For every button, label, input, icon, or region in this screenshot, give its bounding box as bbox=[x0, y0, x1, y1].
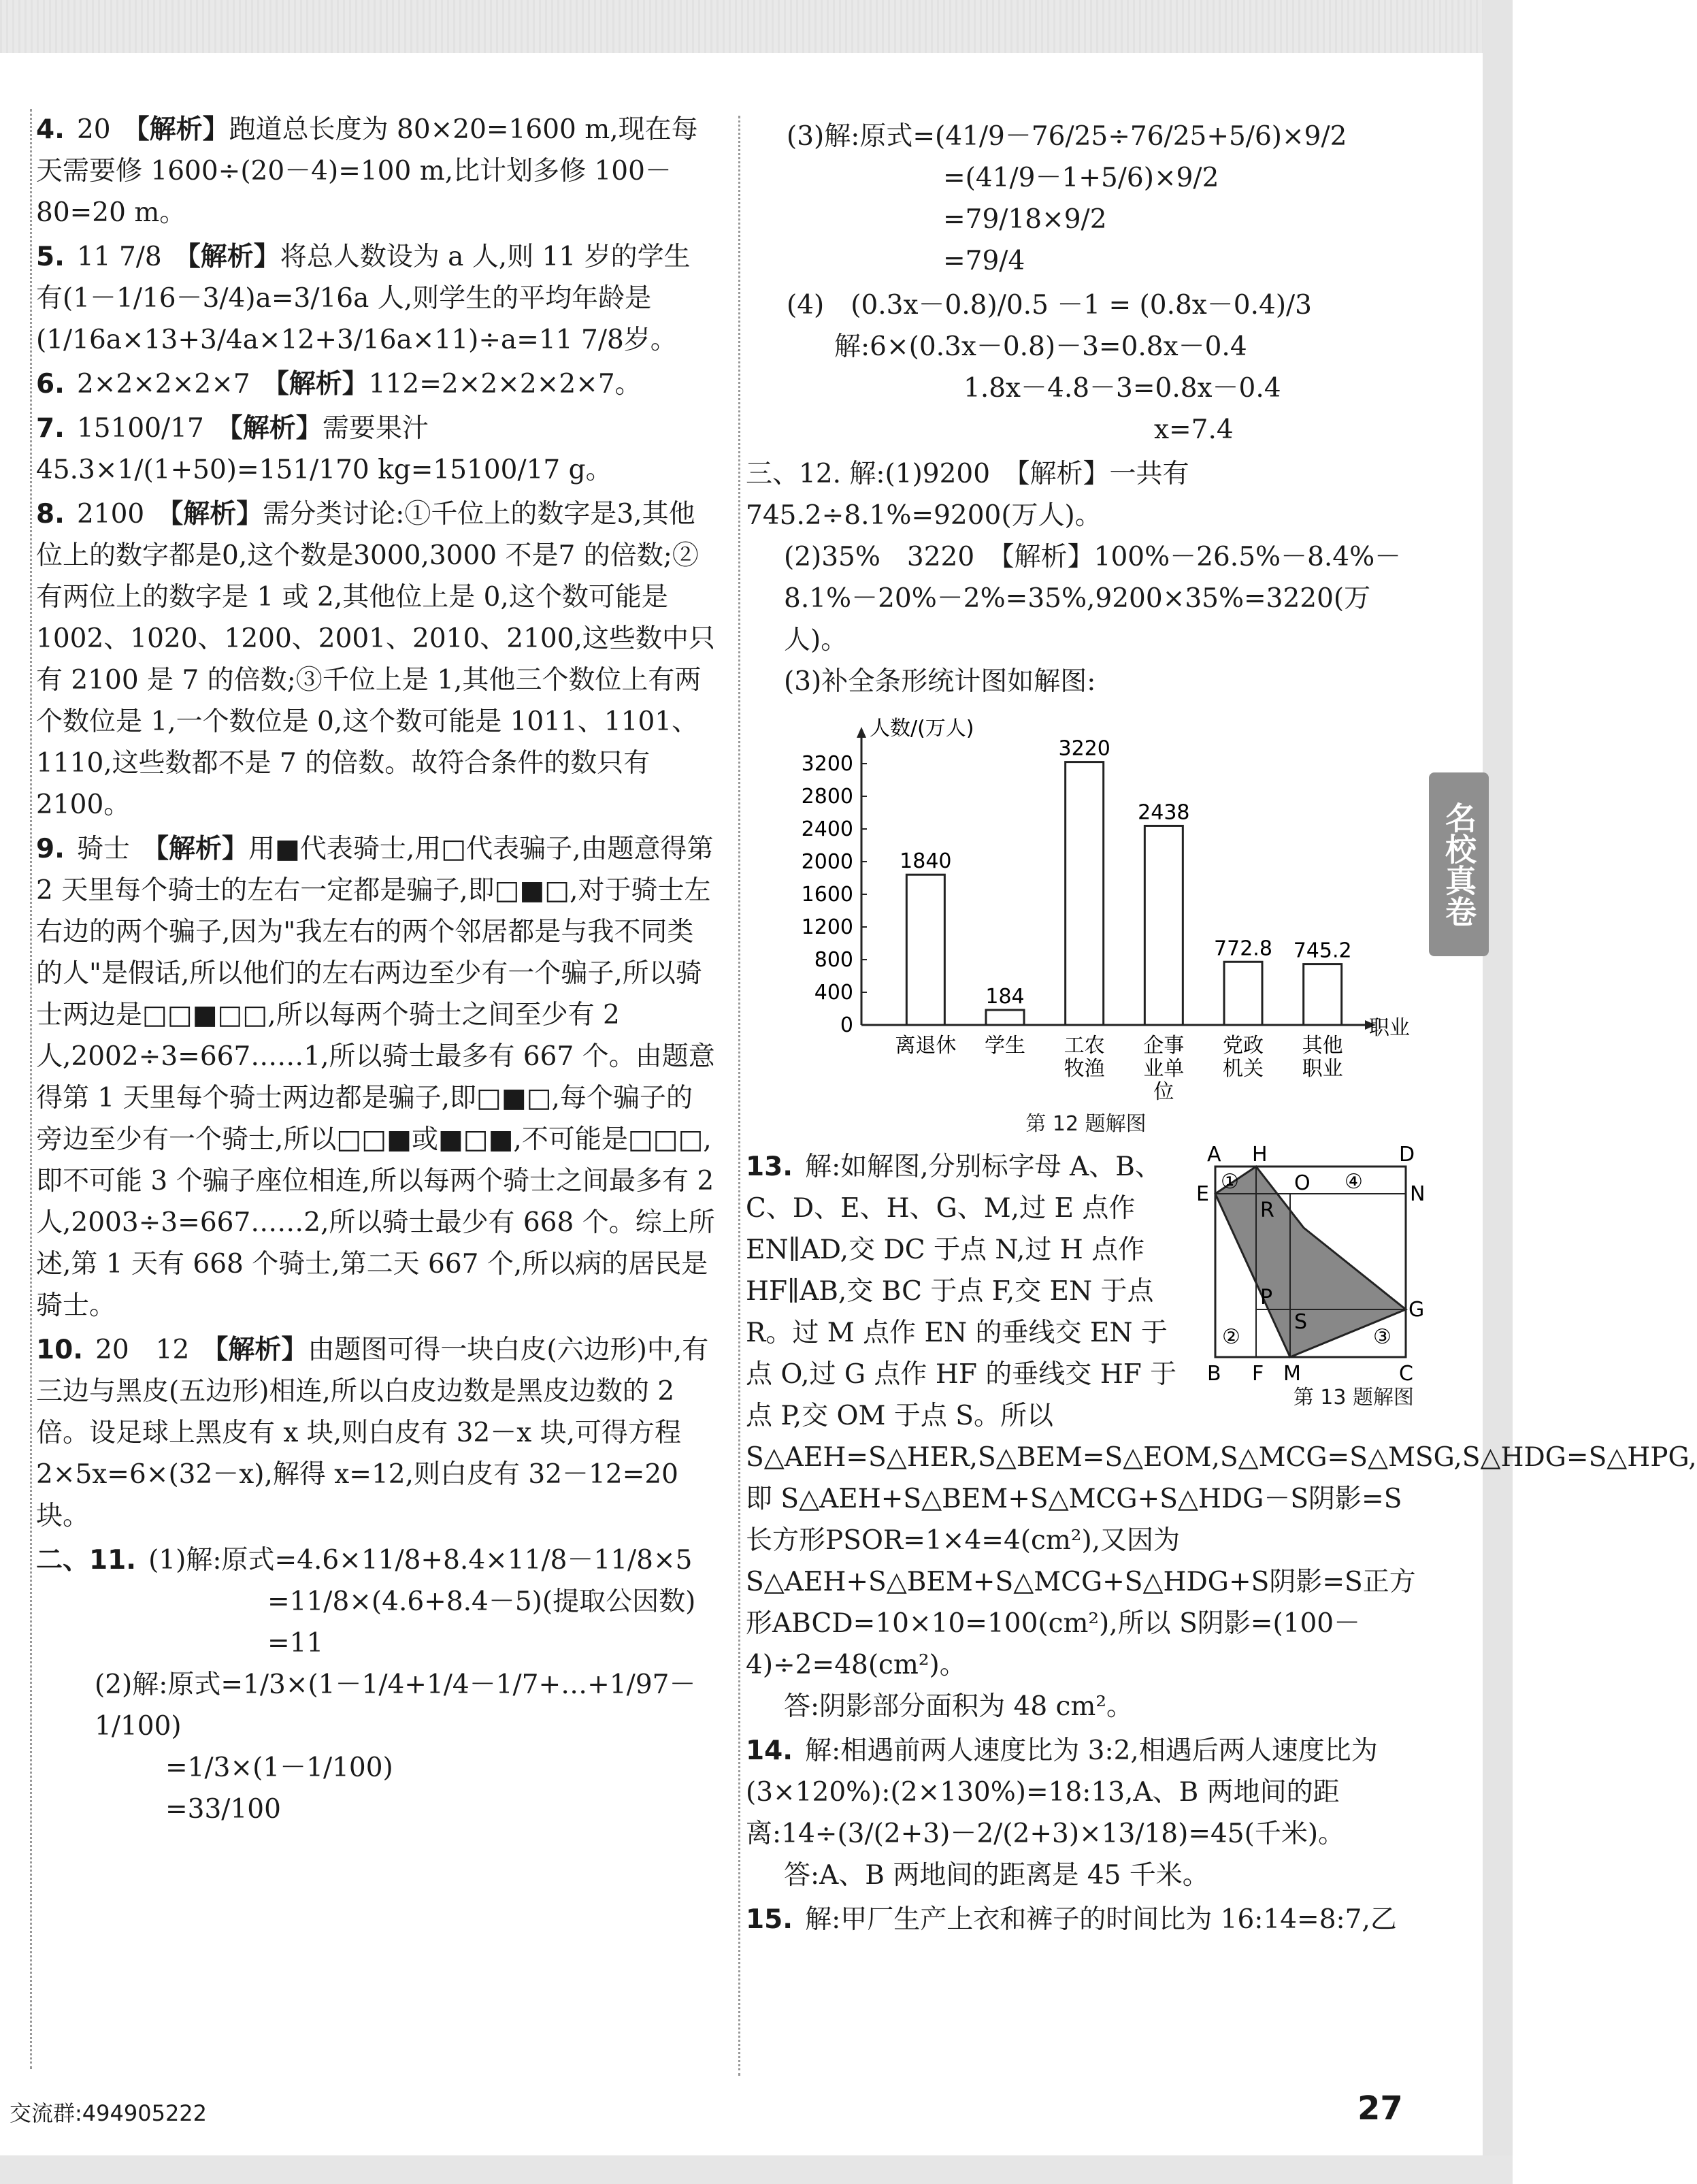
footer-group-text: 交流群:494905222 bbox=[10, 2100, 208, 2126]
question-11 bbox=[36, 1539, 716, 1830]
region-3-label: ③ bbox=[1373, 1325, 1391, 1349]
label-h: H bbox=[1252, 1143, 1268, 1167]
formula-line: 1.8x－4.8－3=0.8x－0.4 bbox=[963, 373, 1281, 404]
analysis-tag: 【解析】 bbox=[201, 1335, 308, 1365]
y-axis-arrow bbox=[857, 727, 866, 738]
label-a: A bbox=[1207, 1143, 1221, 1167]
x-category-label: 牧渔 bbox=[1064, 1057, 1105, 1081]
question-13 bbox=[746, 1143, 1697, 1727]
question-15 bbox=[746, 1899, 1426, 1940]
answer: 骑士 bbox=[76, 834, 130, 864]
formula-line: 解:6×(0.3x－0.8)－3=0.8x－0.4 bbox=[834, 331, 1247, 362]
label-n: N bbox=[1410, 1182, 1426, 1206]
question-number: 6. bbox=[36, 369, 65, 400]
geometry-figure bbox=[1195, 1143, 1426, 1391]
left-column bbox=[30, 109, 716, 2069]
question-9 bbox=[36, 828, 716, 1326]
question-14 bbox=[746, 1730, 1426, 1896]
analysis-text: 跑道总长度为 80×20=1600 m,现在每天需要修 1600÷(20－4)=100 m,比计划多修 100－80=20 m。 bbox=[36, 114, 698, 228]
analysis-tag: 【解析】 bbox=[262, 369, 369, 400]
q12-line: (2)35% 3220 【解析】100%－26.5%－8.4%－8.1%－20%－2%=35%,9200×35%=3220(万人)。 bbox=[784, 542, 1402, 655]
formula-line: =11 bbox=[267, 1628, 324, 1659]
bar bbox=[986, 1010, 1024, 1025]
analysis-tag: 【解析】 bbox=[156, 499, 263, 529]
x-category-label: 党政 bbox=[1223, 1034, 1264, 1058]
x-category-label: 职业 bbox=[1302, 1057, 1343, 1081]
analysis-text: 需要果汁 45.3×1/(1+50)=151/170 kg=15100/17 g。 bbox=[36, 413, 612, 485]
formula-line: =(41/9－1+5/6)×9/2 bbox=[943, 163, 1219, 193]
geometry-caption: 第 13 题解图 bbox=[1293, 1386, 1414, 1409]
bar bbox=[1066, 762, 1104, 1025]
q12-line: 三、12. 解:(1)9200 【解析】一共有 745.2÷8.1%=9200(万人)。 bbox=[746, 459, 1189, 531]
label-f: F bbox=[1252, 1362, 1264, 1386]
question-number: 9. bbox=[36, 834, 65, 864]
analysis-tag: 【解析】 bbox=[216, 413, 323, 444]
question-number: 7. bbox=[36, 413, 65, 444]
x-category-label: 工农 bbox=[1064, 1034, 1105, 1058]
label-g: G bbox=[1408, 1298, 1425, 1322]
q14-answer: 答:A、B 两地间的距离是 45 千米。 bbox=[784, 1860, 1209, 1891]
q14-text: 解:相遇前两人速度比为 3:2,相遇后两人速度比为(3×120%):(2×130%)=18:13,A、B 两地间的距离:14÷(3/(2+3)－2/(2+3)×13/18)=45(千米)。 bbox=[746, 1735, 1378, 1849]
label-b: B bbox=[1207, 1362, 1221, 1386]
q13-text: 解:如解图,分别标字母 A、B、C、D、E、H、G、M,过 E 点作 EN∥AD,交 DC 于点 N,过 H 点作 HF∥AB,交 BC 于点 F,交 EN 于点 R。过 M 点作 EN 的垂线交 EN 于点 O,过 G 点作 HF 的垂线交 HF 于点 P,交 OM 于点 S。所以 S△AEH=S△HER,S△BEM=S△EOM,S△MCG=S△MSG,S△HDG=S△HPG,即 S△AEH+S△BEM+S△MCG+S△HDG－S阴影=S长方形PSOR=1×4=4(cm²),又因为 S△AEH+S△BEM+S△MCG+S△HDG+S阴影=S正方形ABCD=10×10=100(cm²),所以 S阴影=(100－4)÷2=48(cm²)。 bbox=[746, 1152, 1697, 1680]
bar-value-label: 184 bbox=[985, 984, 1025, 1009]
answer: 20 bbox=[76, 114, 111, 145]
label-s: S bbox=[1294, 1310, 1308, 1334]
bar-value-label: 772.8 bbox=[1214, 936, 1272, 961]
label-m: M bbox=[1283, 1362, 1301, 1386]
y-axis-label: 人数/(万人) bbox=[870, 717, 974, 740]
x-category-label: 位 bbox=[1153, 1080, 1174, 1104]
x-category-label: 其他 bbox=[1302, 1034, 1343, 1058]
formula-line: =33/100 bbox=[165, 1794, 281, 1825]
bar bbox=[1224, 962, 1262, 1025]
x-axis-label: 职业 bbox=[1369, 1016, 1410, 1040]
y-tick-label: 400 bbox=[814, 981, 853, 1005]
answer: 11 7/8 bbox=[76, 242, 162, 272]
bar bbox=[1304, 964, 1342, 1025]
formula-line: =79/18×9/2 bbox=[943, 204, 1107, 235]
question-5 bbox=[36, 236, 716, 361]
bar-chart bbox=[787, 705, 1410, 1107]
bar-value-label: 1840 bbox=[900, 849, 952, 874]
analysis-tag: 【解析】 bbox=[142, 834, 248, 864]
analysis-text: 将总人数设为 a 人,则 11 岁的学生有(1－1/16－3/4)a=3/16a 人,则学生的平均年龄是 (1/16a×13+3/4a×12+3/16a×11)÷a=11 7/8岁。 bbox=[36, 242, 691, 355]
page-number: 27 bbox=[1357, 2089, 1403, 2128]
analysis-text: 由题图可得一块白皮(六边形)中,有三边与黑皮(五边形)相连,所以白皮边数是黑皮边数的 2 倍。设足球上黑皮有 x 块,则白皮有 32－x 块,可得方程 2×5x=6×(32－x),解得 x=12,则白皮有 32－12=20 块。 bbox=[36, 1335, 709, 1531]
x-category-label: 业单 bbox=[1143, 1057, 1185, 1081]
formula-line: =11/8×(4.6+8.4－5)(提取公因数) bbox=[267, 1586, 696, 1617]
bar-value-label: 3220 bbox=[1058, 736, 1110, 761]
q11-part4 bbox=[746, 284, 1426, 451]
question-10 bbox=[36, 1329, 716, 1537]
question-number: 13. bbox=[746, 1152, 793, 1182]
bar bbox=[1144, 826, 1183, 1025]
question-12 bbox=[746, 453, 1426, 702]
answer: 20 12 bbox=[95, 1335, 190, 1365]
bar-value-label: 745.2 bbox=[1293, 939, 1352, 963]
label-o: O bbox=[1294, 1171, 1311, 1195]
answer: 2×2×2×2×7 bbox=[76, 369, 250, 400]
formula-line: =1/3×(1－1/100) bbox=[165, 1753, 393, 1783]
q15-text: 解:甲厂生产上衣和裤子的时间比为 16:14=8:7,乙 bbox=[805, 1904, 1397, 1935]
q11-part1-line1 bbox=[36, 1539, 716, 1581]
y-tick-label: 800 bbox=[814, 948, 853, 972]
region-4-label: ④ bbox=[1345, 1170, 1363, 1194]
question-8 bbox=[36, 493, 716, 826]
analysis-text: 需分类讨论:①千位上的数字是3,其他位上的数字都是0,这个数是3000,3000 不是7 的倍数;②有两位上的数字是 1 或 2,其他位上是 0,这个数可能是 1002、1020、1200、2001、2010、2100,这些数中只有 2100 是 7 的倍数;③千位上是 1,其他三个数位上有两个数位是 1,一个数位是 0,这个数可能是 1011、1101、1110,这些数都不是 7 的倍数。故符合条件的数只有 2100。 bbox=[36, 499, 715, 820]
question-6 bbox=[36, 363, 716, 405]
question-number: 4. bbox=[36, 114, 65, 145]
region-1-label: ① bbox=[1221, 1170, 1239, 1194]
analysis-text: 112=2×2×2×2×7。 bbox=[368, 369, 642, 400]
y-tick-label: 2800 bbox=[801, 785, 853, 809]
question-number: 二、11. bbox=[36, 1545, 137, 1576]
top-scan-border bbox=[0, 0, 1513, 53]
formula-line: (1)解:原式=4.6×11/8+8.4×11/8－11/8×5 bbox=[148, 1545, 693, 1576]
region-2-label: ② bbox=[1222, 1325, 1240, 1349]
formula-line: x=7.4 bbox=[1154, 414, 1234, 445]
formula-line: (2)解:原式=1/3×(1－1/4+1/4－1/7+…+1/97－1/100) bbox=[95, 1669, 696, 1742]
bar-value-label: 2438 bbox=[1138, 800, 1190, 825]
formula-line: =79/4 bbox=[943, 246, 1025, 276]
question-number: 8. bbox=[36, 499, 65, 529]
right-scan-border bbox=[1483, 0, 1513, 2184]
question-number: 10. bbox=[36, 1335, 84, 1365]
analysis-tag: 【解析】 bbox=[122, 114, 229, 145]
label-c: C bbox=[1399, 1362, 1413, 1386]
formula-line: (4) (0.3x－0.8)/0.5 －1 = (0.8x－0.4)/3 bbox=[787, 290, 1312, 321]
analysis-tag: 【解析】 bbox=[174, 242, 280, 272]
question-number: 15. bbox=[746, 1904, 793, 1935]
question-number: 5. bbox=[36, 242, 65, 272]
answer: 15100/17 bbox=[76, 413, 204, 444]
question-7 bbox=[36, 408, 716, 491]
y-tick-label: 3200 bbox=[801, 752, 853, 776]
bottom-scan-border bbox=[0, 2155, 1513, 2184]
question-4 bbox=[36, 109, 716, 233]
answer: 2100 bbox=[76, 499, 145, 529]
y-tick-label: 0 bbox=[840, 1013, 853, 1037]
x-category-label: 企事 bbox=[1143, 1034, 1185, 1058]
q11-part3 bbox=[746, 116, 1426, 282]
q13-answer: 答:阴影部分面积为 48 cm²。 bbox=[784, 1691, 1134, 1722]
label-p: P bbox=[1260, 1286, 1273, 1309]
label-d: D bbox=[1399, 1143, 1415, 1167]
x-category-label: 学生 bbox=[985, 1034, 1025, 1058]
y-tick-label: 2000 bbox=[801, 850, 853, 874]
y-tick-label: 1200 bbox=[801, 915, 853, 939]
label-e: E bbox=[1196, 1182, 1209, 1206]
x-category-label: 机关 bbox=[1223, 1057, 1264, 1081]
y-tick-label: 2400 bbox=[801, 817, 853, 841]
side-tab: 名校真卷 bbox=[1429, 772, 1489, 956]
formula-line: (3)解:原式=(41/9－76/25÷76/25+5/6)×9/2 bbox=[787, 121, 1347, 152]
y-tick-label: 1600 bbox=[801, 883, 853, 907]
q12-line: (3)补全条形统计图如解图: bbox=[784, 666, 1096, 697]
label-r: R bbox=[1260, 1199, 1274, 1222]
x-category-label: 离退休 bbox=[895, 1034, 957, 1058]
question-number: 14. bbox=[746, 1735, 793, 1766]
chart-caption: 第 12 题解图 bbox=[1025, 1112, 1147, 1136]
bar bbox=[906, 875, 944, 1025]
analysis-text: 用■代表骑士,用□代表骗子,由题意得第 2 天里每个骑士的左右一定都是骗子,即□■□,对于骑士左右边的两个骗子,因为"我左右的两个邻居都是与我不同类的人"是假话,所以他们的左右两边至少有一个骗子,所以骑士两边是□□■□□,所以每两个骑士之间至少有 2 人,2002÷3=667……1,所以骑士最多有 667 个。由题意得第 1 天里每个骑士两边都是骗子,即□■□,每个骗子的旁边至少有一个骑士,所以□□■或■□■,不可能是□□□,即不可能 3 个骗子座位相连,所以每两个骑士之间最多有 2 人,2003÷3=667……2,所以骑士最少有 668 个。综上所述,第 1 天有 668 个骑士,第二天 667 个,所以病的居民是骑士。 bbox=[36, 834, 715, 1321]
